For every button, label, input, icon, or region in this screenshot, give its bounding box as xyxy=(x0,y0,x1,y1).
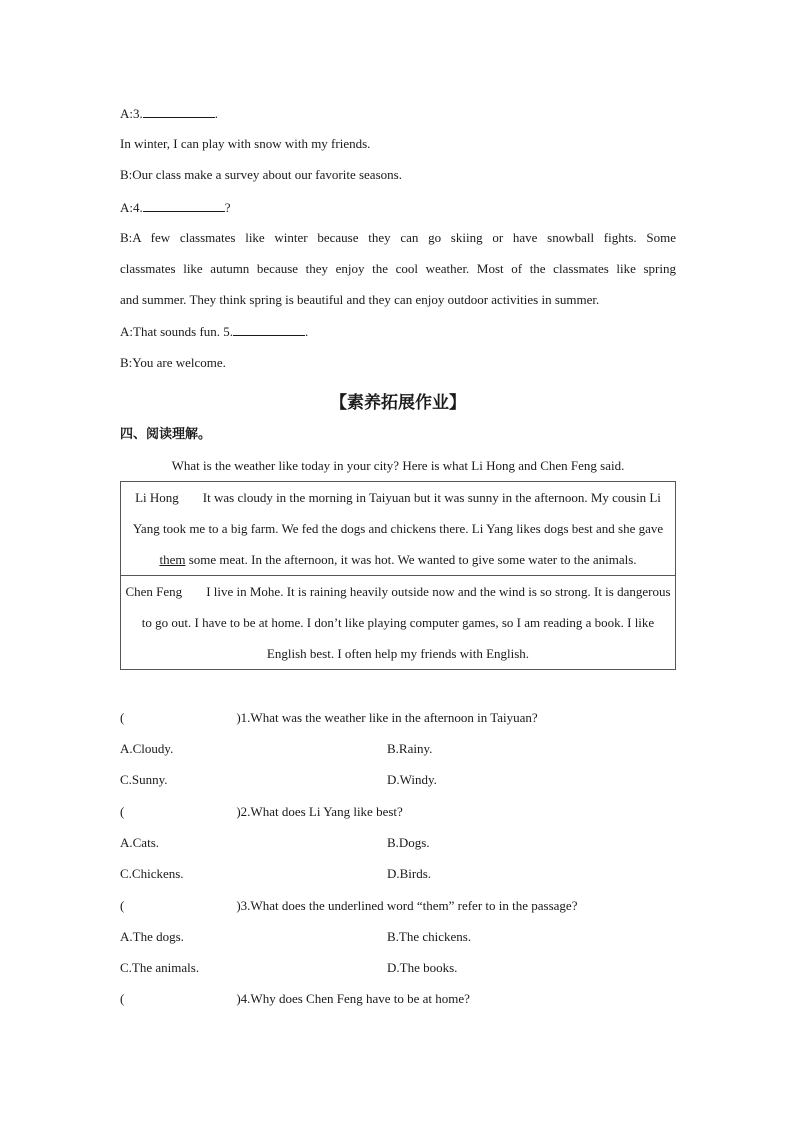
section-title: 【素养拓展作业】 xyxy=(330,393,466,413)
q3-option-a[interactable]: A.The dogs. xyxy=(120,929,184,944)
reading-intro: What is the weather like today in your city? Here is what Li Hong and Chen Feng said. xyxy=(171,458,625,473)
q2-option-d[interactable]: D.Birds. xyxy=(387,866,432,881)
q3-option-d[interactable]: D.The books. xyxy=(387,960,458,975)
q1-option-b[interactable]: B.Rainy. xyxy=(387,741,433,756)
dialog-a4: A:4. ? xyxy=(120,200,231,215)
q2-option-b[interactable]: B.Dogs. xyxy=(387,835,430,850)
speaker-name: Chen Feng xyxy=(125,584,183,599)
q3-option-c[interactable]: C.The animals. xyxy=(120,960,200,975)
passage-chen-feng: Chen Feng I live in Mohe. It is raining heavily outside now and the wind is so strong. It is dangerous to go out. I have to be at home. I don’t like playing computer games, so I am reading a book. I like English best. I often help my friends with English. xyxy=(121,575,675,669)
q3-option-b[interactable]: B.The chickens. xyxy=(387,929,472,944)
dialog-b3: B:You are welcome. xyxy=(120,355,226,370)
answer-blank-3[interactable] xyxy=(143,105,215,118)
passage-li-hong: Li Hong It was cloudy in the morning in Taiyuan but it was sunny in the afternoon. My cousin Li Yang took me to a big farm. We fed the dogs and chickens there. Li Yang likes dogs best and she gave them some meat. In the afternoon, it was hot. We wanted to give some water to the animals. xyxy=(132,490,664,567)
question-2: ( )2.What does Li Yang like best? xyxy=(120,804,403,819)
q2-option-c[interactable]: C.Chickens. xyxy=(120,866,184,881)
q1-option-a[interactable]: A.Cloudy. xyxy=(120,741,174,756)
section-heading: 四、阅读理解。 xyxy=(120,427,212,442)
q1-option-d[interactable]: D.Windy. xyxy=(387,772,437,787)
passage-table xyxy=(120,481,676,670)
dialog-b2-line3: and summer. They think spring is beautiful and they can enjoy outdoor activities in summer. xyxy=(120,292,600,307)
q1-option-c[interactable]: C.Sunny. xyxy=(120,772,168,787)
answer-blank-5[interactable] xyxy=(233,323,305,336)
answer-blank-4[interactable] xyxy=(143,199,225,212)
q2-option-a[interactable]: A.Cats. xyxy=(120,835,159,850)
dialog-a5: A:That sounds fun. 5. . xyxy=(120,324,309,339)
dialog-a3: A:3. . xyxy=(120,106,218,121)
question-4: ( )4.Why does Chen Feng have to be at home? xyxy=(120,991,470,1006)
question-1: ( )1.What was the weather like in the afternoon in Taiyuan? xyxy=(120,710,538,725)
dialog-line2: In winter, I can play with snow with my friends. xyxy=(120,136,371,151)
underlined-word: them xyxy=(159,552,186,567)
question-3: ( )3.What does the underlined word “them” refer to in the passage? xyxy=(120,898,578,913)
dialog-b1: B:Our class make a survey about our favorite seasons. xyxy=(120,167,402,182)
speaker-name: Li Hong xyxy=(135,490,179,505)
dialog-b2-line2: classmates like autumn because they enjoy the cool weather. Most of the classmates like spring xyxy=(120,261,676,276)
dialog-b2-line1: B:A few classmates like winter because they can go skiing or have snowball fights. Some xyxy=(120,230,676,245)
